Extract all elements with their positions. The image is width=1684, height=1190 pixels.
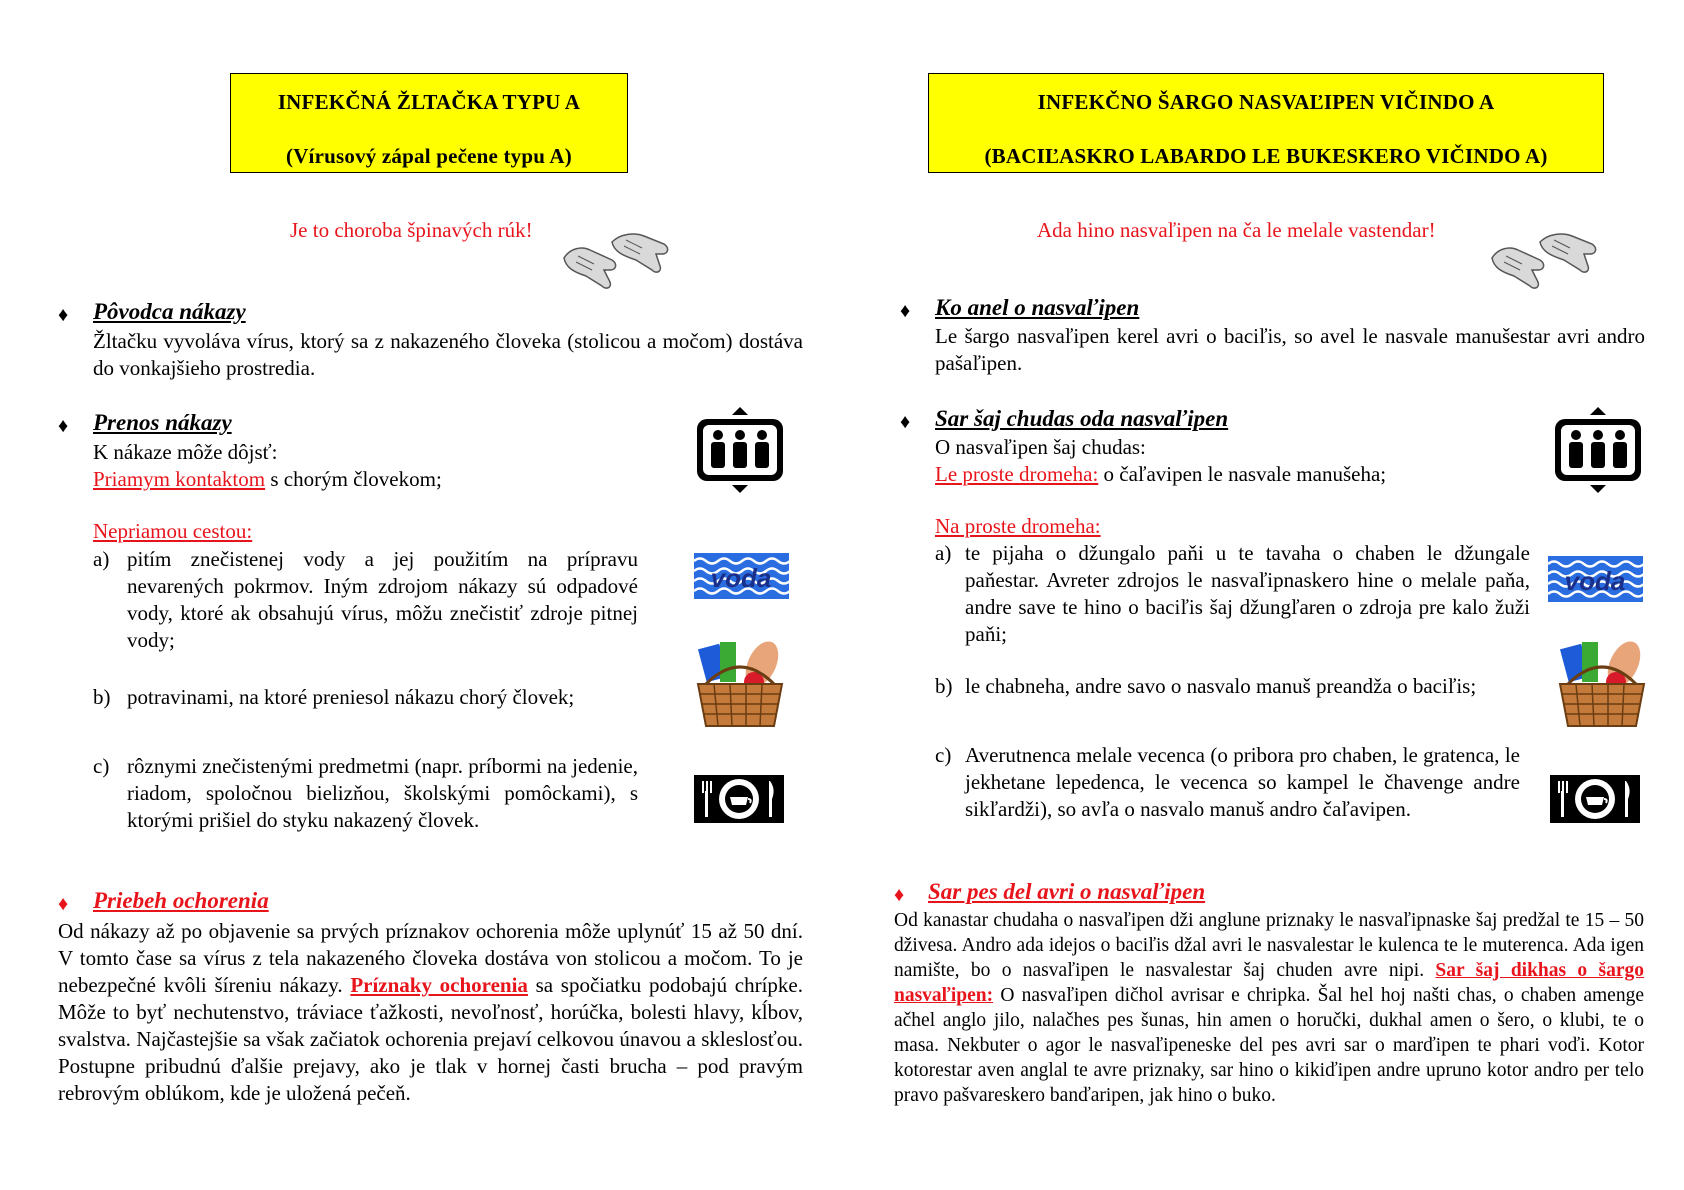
water-word-right: voda — [1564, 566, 1626, 596]
people-icon-right — [1552, 405, 1644, 495]
water-icon — [694, 553, 789, 599]
left-bullet-1: ♦ — [58, 304, 69, 326]
left-heading-povodca: Pôvodca nákazy — [93, 299, 246, 324]
left-page: INFEKČNÁ ŽLTAČKA TYPU A (Vírusový zápal pečene typu A) Je to choroba špinavých rúk! ♦ Pôvodca nákazy Žltačku vyvoláva vírus, ktorý sa z nakazeného človeka (stolicou a močom) dostáva do vonkajšieho prostredia. ♦ Prenos nákazy K nákaze môže dôjsť: Priamym kontaktom s chorým človekom; Nepriamou cestou: a) pitím znečistenej vody a jej použitím na prípravu nevarených pokrmov. Iným zdrojom nákazy sú odpadové vody, ktoré ak obsahujú vírus, môžu znečistiť zdroje pitnej vody; b) potravinami, na ktoré preniesol nákazu chorý človek; c) rôznymi znečistenými predmetmi (napr. príbormi na jedenie, riadom, spoločnou bielizňou, školskými pomôckami), s ktorými prišiel do styku nakazený človek. ♦ Priebeh ochorenia Od nákazy až po objavenie sa prvých príznakov ochorenia môže uplynúť 15 až 50 dní. V tomto čase sa vírus z tela nakazeného človeka dostáva von stolicou a močom. To je nebezpečné kvôli šíreniu nákazy. Príznaky ochorenia sa spočiatku podobajú chrípke. Môže to byť nechutenstvo, tráviace ťažkosti, nevoľnosť, horúčka, bolesti hlavy, kĺbov, svalstva. Najčastejšie sa však začiatok ochorenia prejaví celkovou únavou a skleslosťou. Postupne pribudnú ďalšie prejavy, ako je tlak v hornej časti brucha – pod pravým rebrovým oblúkom, kde je uložená pečeň. voda — [0, 0, 842, 1190]
left-heading-prenos: Prenos nákazy — [93, 410, 232, 435]
right-title-line1: INFEKČNO ŠARGO NASVAĽIPEN VIČINDO A — [1037, 90, 1495, 114]
water-word: voda — [710, 563, 772, 593]
left-bullet-3: ♦ — [58, 893, 69, 915]
hands-icon-right — [1488, 230, 1598, 292]
right-title-line2: (BACIĽASKRO LABARDO LE BUKESKERO VIČINDO A) — [984, 144, 1548, 168]
plate-cutlery-icon — [694, 775, 784, 823]
right-slogan: Ada hino nasvaľipen na ča le melale vastendar! — [1037, 218, 1436, 242]
left-direct-label: Priamym kontaktom — [93, 467, 266, 491]
right-heading-sar-pes: Sar pes del avri o nasvaľipen — [928, 879, 1206, 904]
plate-cutlery-icon-right — [1550, 775, 1640, 823]
left-title-line2: (Vírusový zápal pečene typu A) — [286, 144, 572, 168]
left-title-box — [230, 73, 628, 173]
left-slogan: Je to choroba špinavých rúk! — [290, 218, 533, 242]
right-bullet-2: ♦ — [900, 411, 911, 433]
left-title-line1: INFEKČNÁ ŽLTAČKA TYPU A — [277, 90, 581, 114]
right-page: INFEKČNO ŠARGO NASVAĽIPEN VIČINDO A (BACIĽASKRO LABARDO LE BUKESKERO VIČINDO A) Ada hino nasvaľipen na ča le melale vastendar! ♦ Ko anel o nasvaľipen Le šargo nasvaľipen kerel avri o baciľis, so avel le nasvale manušestar avri andro pašaľipen. ♦ Sar šaj chudas oda nasvaľipen O nasvaľipen šaj chudas: Le proste dromeha: o čaľavipen le nasvale manušeha; Na proste dromeha: a) te pijaha o džungalo paňi u te tavaha o chaben le džungale paňestar. Avreter zdrojos le nasvaľipnaskero hine o melale paňa, andre save te hino o baciľis šaj džungľaren o zdroja pre kalo žuži paňi; b) le chabneha, andre savo o nasvalo manuš preandža o baciľis; c) Averutnenca melale vecenca (o pribora pro chaben, le gratenca, le jekhetane lepedenca, le vecenca so kampel le čhavenge andre sikľardži), so avľa o nasvalo manuš andro čaľavipen. ♦ Sar pes del avri o nasvaľipen Od kanastar chudaha o nasvaľipen dži anglune priznaky le nasvaľipnaske šaj predžal te 15 – 50 dživesa. Andro ada idejos o baciľis džal avri le nasvalestar le kulenca te le muterenca. Ada igen namište, bo o nasvaľipen le nasvalestar šaj chuden avre nipi. Sar šaj dikhas o šargo nasvaľipen: O nasvaľipen dičhol avrisar e chripka. Šal hel hoj našti chas, o chaben amenge ačhel anglo jilo, nalačhes pes šunas, hin amen o horučki, dukhal amen o šero, o klubi, te o masa. Nekbuter o agor le nasvaľipeneske del pes avri sar o marďipen te phari voďi. Kotor kotorestar aven anglal te avre priznaky, sar hino o kikiďipen andre upruno kotor andro per telo pravo pašvareskero banďaripen, jak hino o buko. voda — [842, 0, 1684, 1190]
right-direct-rest: o čaľavipen le nasvale manušeha; — [1098, 462, 1387, 486]
left-section1-text: Žltačku vyvoláva vírus, ktorý sa z nakazeného človeka (stolicou a močom) dostáva do vonkajšieho prostredia. — [93, 329, 803, 380]
left-heading-priebeh: Priebeh ochorenia — [93, 888, 269, 913]
right-section1-text: Le šargo nasvaľipen kerel avri o baciľis, so avel le nasvale manušestar avri andro pašaľipen. — [935, 324, 1645, 375]
left-symptoms-label: Príznaky ochorenia — [350, 973, 528, 997]
left-indirect-label: Nepriamou cestou: — [93, 519, 253, 543]
left-bullet-2: ♦ — [58, 415, 69, 437]
right-indirect-label: Na proste dromeha: — [935, 514, 1101, 538]
food-basket-icon — [692, 640, 788, 730]
left-direct-rest: s chorým človekom; — [265, 467, 442, 491]
left-section2-intro: K nákaze môže dôjsť: — [93, 440, 278, 464]
right-title-box — [928, 73, 1604, 173]
right-bullet-1: ♦ — [900, 300, 911, 322]
right-direct-line — [935, 461, 1555, 488]
food-basket-icon-right — [1554, 640, 1650, 730]
water-icon-right — [1548, 556, 1643, 602]
left-section3-text: Od nákazy až po objavenie sa prvých príznakov ochorenia môže uplynúť 15 až 50 dní. V tomto čase sa vírus z tela nakazeného človeka dostáva von stolicou a močom. To je nebezpečné kvôli šíreniu nákazy. Príznaky ochorenia sa spočiatku podobajú chrípke. Môže to byť nechutenstvo, tráviace ťažkosti, nevoľnosť, horúčka, bolesti hlavy, kĺbov, svalstva. Najčastejšie sa však začiatok ochorenia prejaví celkovou únavou a skleslosťou. Postupne pribudnú ďalšie prejavy, ako je tlak v hornej časti brucha – pod pravým rebrovým oblúkom, kde je uložená pečeň. — [58, 919, 803, 1105]
right-direct-label: Le proste dromeha: — [935, 462, 1099, 486]
left-direct-line — [93, 466, 653, 493]
hands-icon — [560, 230, 670, 292]
right-heading-sar-saj: Sar šaj chudas oda nasvaľipen — [935, 406, 1229, 431]
right-symptoms-label: Sar šaj dikhas o šargo nasvaľipen: — [894, 960, 1645, 1006]
right-heading-ko-anel: Ko anel o nasvaľipen — [935, 295, 1140, 320]
right-bullet-3: ♦ — [894, 884, 905, 906]
right-section2-intro: O nasvaľipen šaj chudas: — [935, 435, 1146, 459]
right-section3-text: Od kanastar chudaha o nasvaľipen dži anglune priznaky le nasvaľipnaske šaj predžal te 15 – 50 dživesa. Andro ada idejos o baciľis džal avri le nasvalestar le kulenca te le muterenca. Ada igen namište, bo o nasvaľipen le nasvalestar šaj chuden avre nipi. Sar šaj dikhas o šargo nasvaľipen: O nasvaľipen dičhol avrisar e chripka. Šal hel hoj našti chas, o chaben amenge ačhel anglo jilo, nalačhes pes šunas, hin amen o horučki, dukhal amen o šero, o klubi, te o masa. Nekbuter o agor le nasvaľipeneske del pes avri sar o marďipen te phari voďi. Kotor kotorestar aven anglal te avre priznaky, sar hino o kikiďipen andre upruno kotor andro per telo pravo pašvareskero banďaripen, jak hino o buko. — [894, 910, 1645, 1106]
people-icon — [694, 405, 786, 495]
